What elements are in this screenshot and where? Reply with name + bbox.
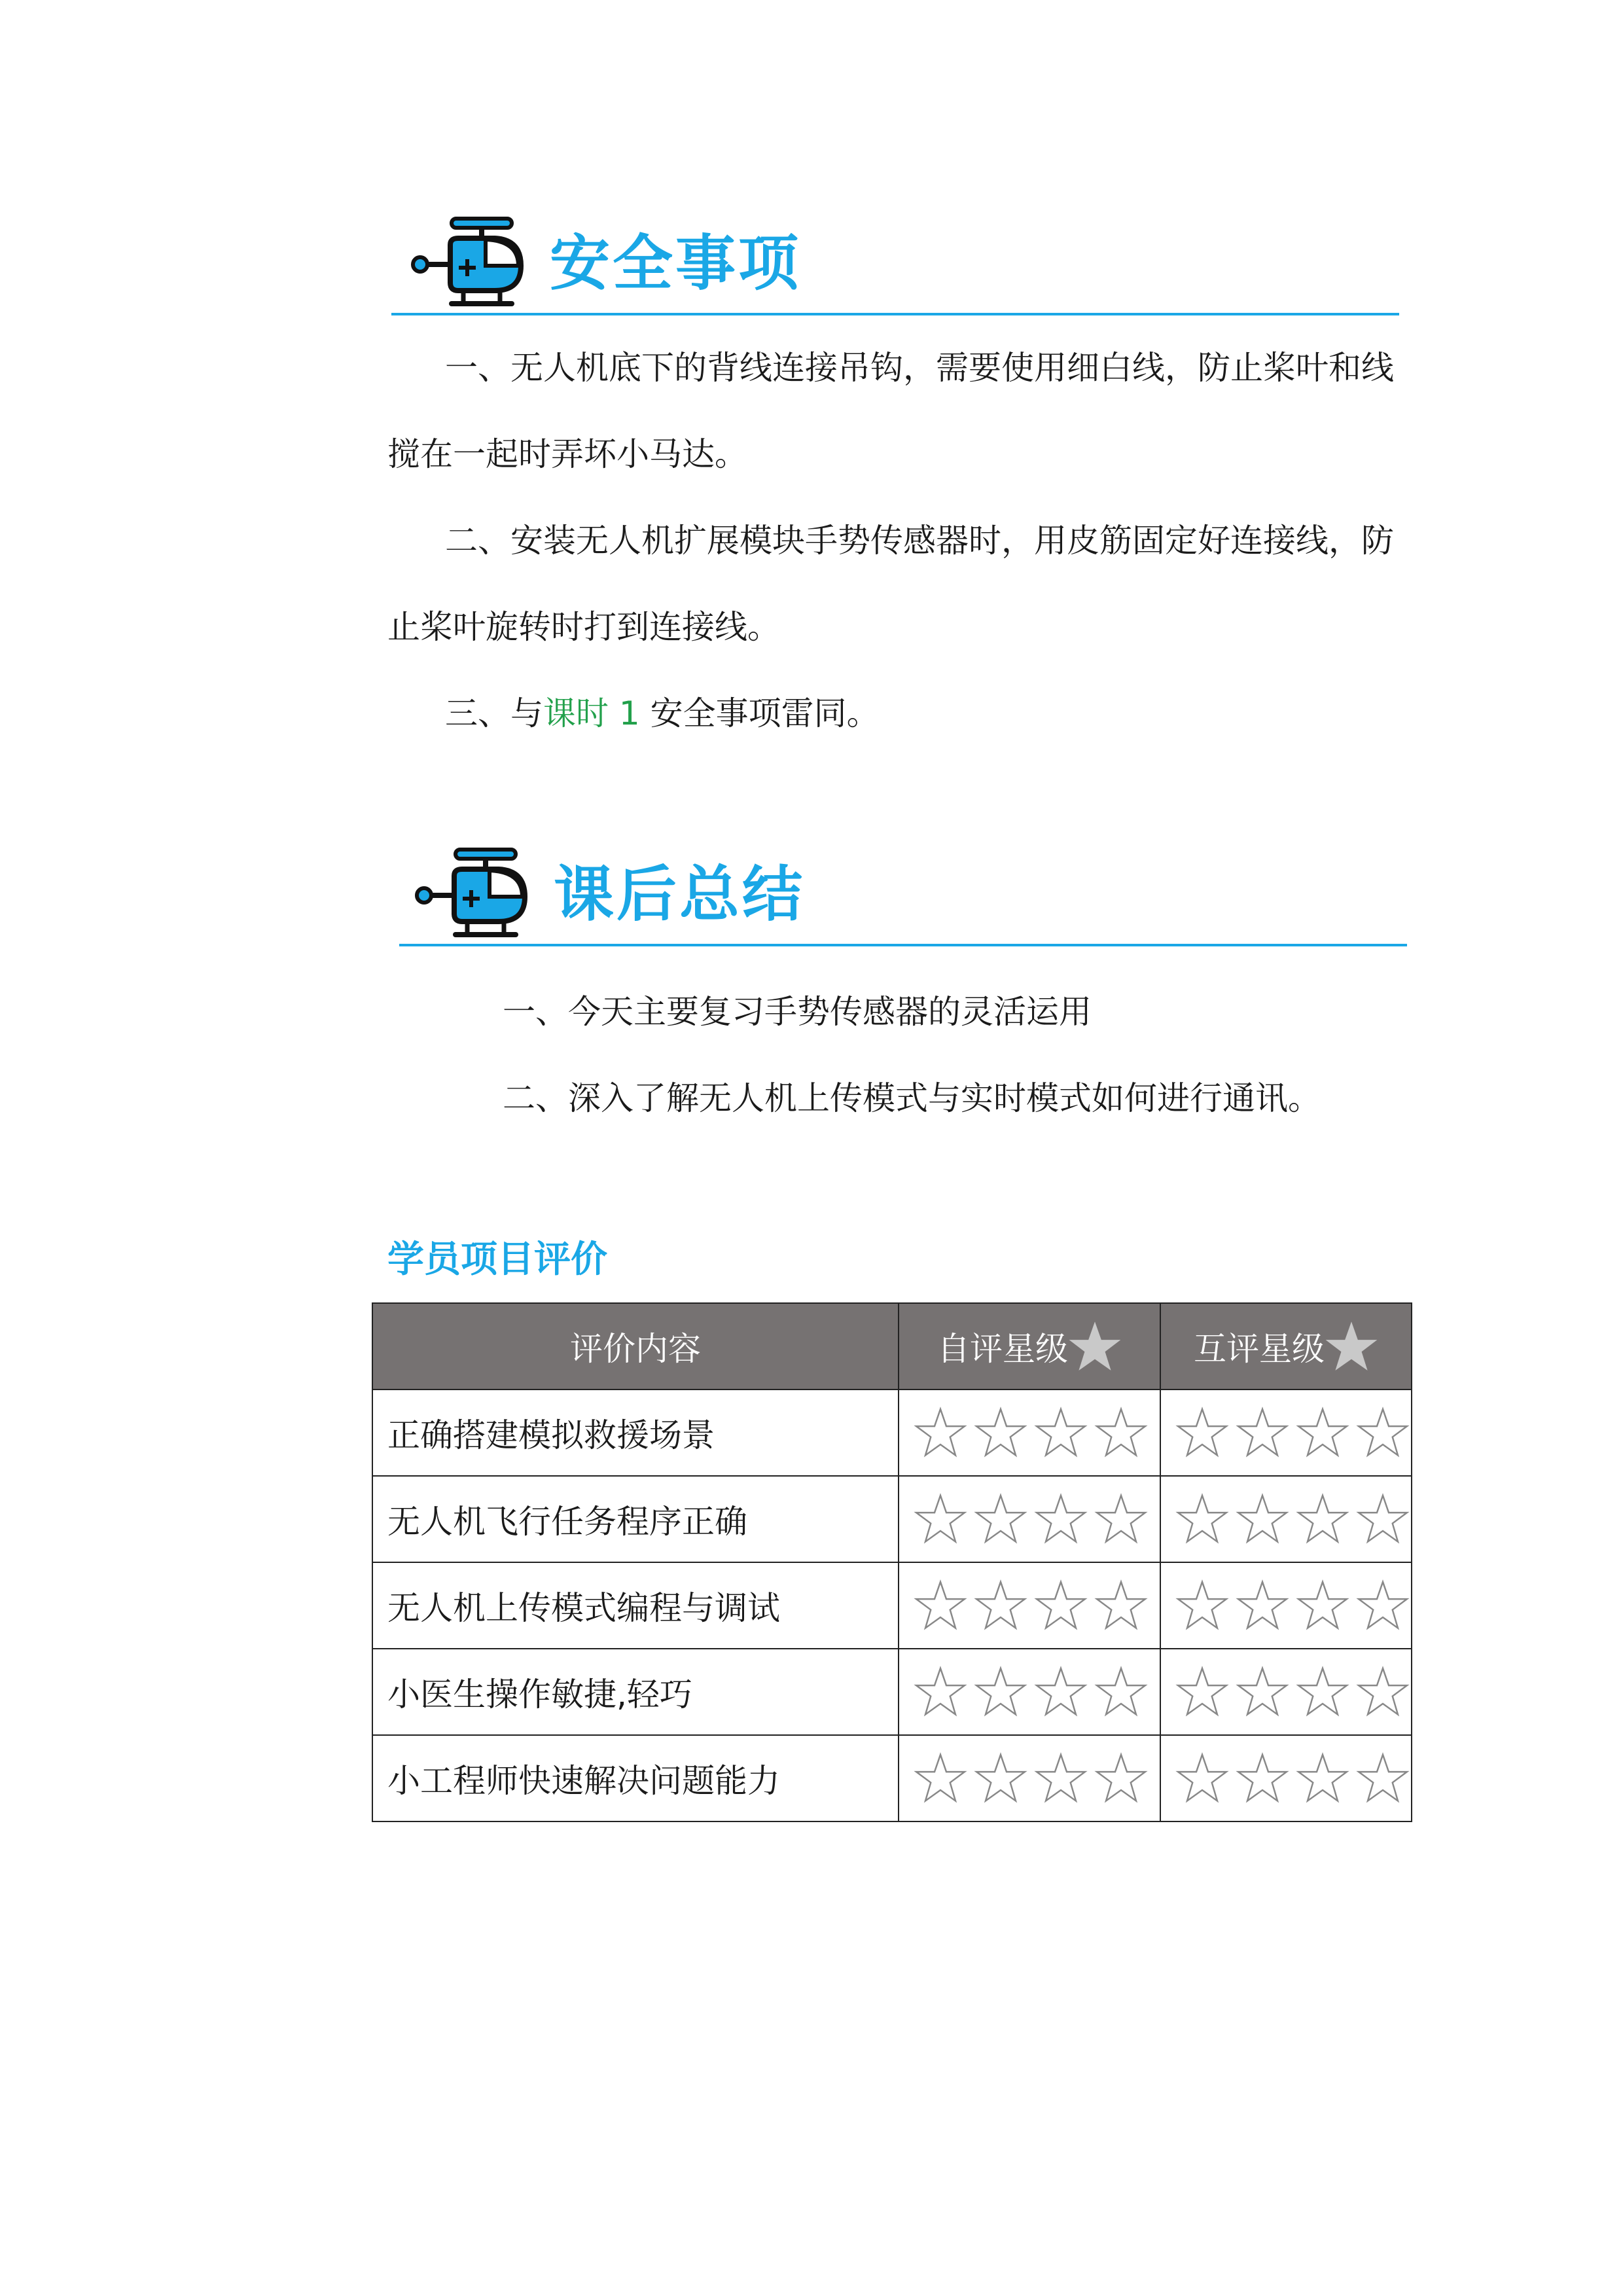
star-icon	[1325, 1319, 1378, 1373]
star-outline-icon[interactable]	[1294, 1751, 1351, 1805]
star-outline-icon[interactable]	[972, 1406, 1029, 1460]
peer-rating-cell	[1160, 1390, 1412, 1476]
star-rating[interactable]	[899, 1492, 1160, 1546]
self-rating-cell	[899, 1649, 1160, 1735]
self-rating-cell	[899, 1735, 1160, 1821]
star-rating[interactable]	[1161, 1492, 1411, 1546]
star-outline-icon[interactable]	[1174, 1579, 1230, 1632]
table-row	[372, 1649, 1412, 1735]
summary-item-2: 二、深入了解无人机上传模式与实时模式如何进行通讯。	[503, 1079, 1321, 1117]
safety-section-header	[411, 213, 1399, 318]
peer-rating-cell	[1160, 1735, 1412, 1821]
header-self-rating: 自评星级	[899, 1303, 1160, 1390]
summary-rule	[399, 944, 1407, 946]
helicopter-icon	[415, 844, 533, 942]
star-outline-icon[interactable]	[1294, 1579, 1351, 1632]
star-rating[interactable]	[1161, 1579, 1411, 1632]
star-outline-icon[interactable]	[1033, 1406, 1089, 1460]
star-rating[interactable]	[899, 1665, 1160, 1719]
lesson-link-text: 课时 1	[543, 694, 640, 732]
star-outline-icon[interactable]	[912, 1579, 969, 1632]
header-content: 评价内容	[372, 1303, 899, 1390]
table-row	[372, 1476, 1412, 1562]
star-outline-icon[interactable]	[1355, 1751, 1411, 1805]
safety-rule	[391, 313, 1399, 315]
star-outline-icon[interactable]	[1093, 1492, 1149, 1546]
summary-section-header	[415, 844, 1403, 949]
star-outline-icon[interactable]	[1294, 1406, 1351, 1460]
star-outline-icon[interactable]	[912, 1492, 969, 1546]
star-outline-icon[interactable]	[912, 1406, 969, 1460]
star-rating[interactable]	[899, 1406, 1160, 1460]
star-outline-icon[interactable]	[912, 1665, 969, 1719]
self-rating-cell	[899, 1562, 1160, 1649]
star-outline-icon[interactable]	[1093, 1406, 1149, 1460]
star-outline-icon[interactable]	[1355, 1579, 1411, 1632]
summary-item-1: 一、今天主要复习手势传感器的灵活运用	[503, 993, 1092, 1031]
star-outline-icon[interactable]	[1234, 1751, 1291, 1805]
star-outline-icon[interactable]	[1093, 1751, 1149, 1805]
star-outline-icon[interactable]	[1174, 1665, 1230, 1719]
evaluation-header-row	[372, 1303, 1412, 1390]
safety-title: 安全事项	[550, 228, 802, 298]
star-outline-icon[interactable]	[1174, 1406, 1230, 1460]
star-outline-icon[interactable]	[972, 1665, 1029, 1719]
star-outline-icon[interactable]	[1234, 1579, 1291, 1632]
star-outline-icon[interactable]	[1174, 1751, 1230, 1805]
star-rating[interactable]	[1161, 1665, 1411, 1719]
star-outline-icon[interactable]	[1234, 1406, 1291, 1460]
star-outline-icon[interactable]	[1234, 1665, 1291, 1719]
star-outline-icon[interactable]	[1234, 1492, 1291, 1546]
star-rating[interactable]	[899, 1579, 1160, 1632]
self-rating-cell	[899, 1476, 1160, 1562]
table-row	[372, 1562, 1412, 1649]
star-outline-icon[interactable]	[1294, 1665, 1351, 1719]
star-outline-icon[interactable]	[1355, 1406, 1411, 1460]
peer-rating-cell	[1160, 1476, 1412, 1562]
star-rating[interactable]	[899, 1751, 1160, 1805]
star-outline-icon[interactable]	[972, 1751, 1029, 1805]
criterion-label: 正确搭建模拟救援场景	[372, 1390, 899, 1476]
star-outline-icon[interactable]	[1033, 1665, 1089, 1719]
criterion-label: 小医生操作敏捷,轻巧	[372, 1649, 899, 1735]
star-outline-icon[interactable]	[972, 1579, 1029, 1632]
safety-paragraph-1: 一、无人机底下的背线连接吊钩，需要使用细白线，防止桨叶和线 搅在一起时弄坏小马达。	[387, 349, 1394, 473]
criterion-label: 小工程师快速解决问题能力	[372, 1735, 899, 1821]
peer-rating-cell	[1160, 1562, 1412, 1649]
header-peer-rating: 互评星级	[1160, 1303, 1412, 1390]
safety-paragraph-2: 二、安装无人机扩展模块手势传感器时，用皮筋固定好连接线，防 止桨叶旋转时打到连接线。	[387, 522, 1394, 646]
star-outline-icon[interactable]	[912, 1751, 969, 1805]
star-rating[interactable]	[1161, 1751, 1411, 1805]
star-outline-icon[interactable]	[1093, 1665, 1149, 1719]
star-icon	[1068, 1319, 1122, 1373]
star-rating[interactable]	[1161, 1406, 1411, 1460]
star-outline-icon[interactable]	[1033, 1579, 1089, 1632]
self-rating-cell	[899, 1390, 1160, 1476]
table-row	[372, 1390, 1412, 1476]
evaluation-title: 学员项目评价	[387, 1238, 607, 1281]
criterion-label: 无人机飞行任务程序正确	[372, 1476, 899, 1562]
evaluation-table	[372, 1302, 1412, 1822]
star-outline-icon[interactable]	[1294, 1492, 1351, 1546]
star-outline-icon[interactable]	[1093, 1579, 1149, 1632]
star-outline-icon[interactable]	[1033, 1492, 1089, 1546]
star-outline-icon[interactable]	[1174, 1492, 1230, 1546]
summary-title: 课后总结	[554, 859, 806, 929]
helicopter-icon	[411, 213, 529, 312]
star-outline-icon[interactable]	[1355, 1492, 1411, 1546]
peer-rating-cell	[1160, 1649, 1412, 1735]
star-outline-icon[interactable]	[1033, 1751, 1089, 1805]
safety-paragraph-3: 三、与课时 1 安全事项雷同。	[445, 694, 880, 732]
criterion-label: 无人机上传模式编程与调试	[372, 1562, 899, 1649]
star-outline-icon[interactable]	[1355, 1665, 1411, 1719]
table-row	[372, 1735, 1412, 1821]
star-outline-icon[interactable]	[972, 1492, 1029, 1546]
